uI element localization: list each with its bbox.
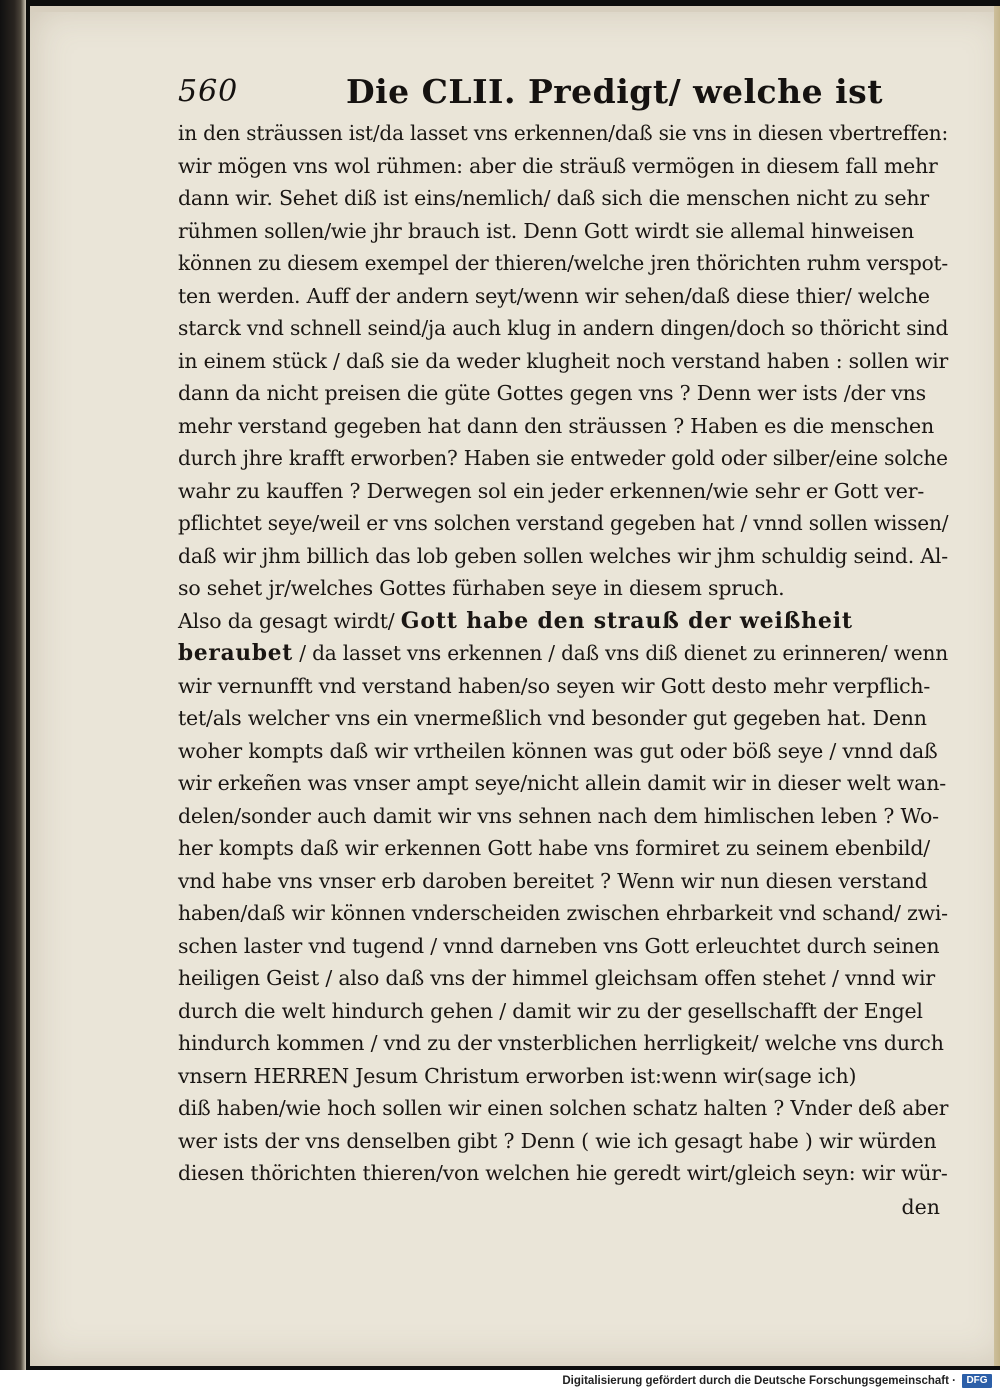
running-head: Die CLII. Predigt/ welche ist [346, 72, 883, 111]
text-run: hindurch kommen / vnd zu der vnsterblichen herrligkeit/ welche vns durch [178, 1031, 944, 1055]
text-run: wir mögen vns wol rühmen: aber die sträuß vermögen in diesem fall mehr [178, 153, 938, 178]
text-run: in den sträussen ist/da lasset vns erkennen/daß sie vns in diesen vbertreffen: [178, 121, 949, 145]
text-line [178, 182, 948, 215]
text-run: pflichtet seye/weil er vns solchen verstand gegeben hat / vnnd sollen wissen/ [178, 511, 949, 535]
text-run: können zu diesem exempel der thieren/welche jren thörichten ruhm verspot- [178, 251, 949, 275]
text-line [178, 1027, 948, 1060]
text-line [178, 897, 948, 930]
text-run: wir erkeñen was vnser ampt seye/nicht allein damit wir in dieser welt wan- [178, 771, 946, 795]
text-line [178, 1060, 948, 1093]
text-run: wahr zu kauffen ? Derwegen sol ein jeder erkennen/wie sehr er Gott ver- [178, 478, 925, 503]
text-run: dann da nicht preisen die güte Gottes gegen vns ? Denn wer ists /der vns [178, 381, 926, 405]
text-run: daß wir jhm billich das lob geben sollen welches wir jhm schuldig seind. Al- [178, 543, 948, 568]
text-line [178, 1157, 948, 1190]
text-line [178, 280, 948, 313]
text-line [178, 572, 948, 605]
text-run: schen laster vnd tugend / vnnd darneben vns Gott erleuchtet durch seinen [178, 933, 940, 958]
text-run: tet/als welcher vns ein vnermeßlich vnd besonder gut gegeben hat. Denn [178, 706, 927, 730]
text-line [178, 150, 948, 183]
text-line [178, 670, 948, 703]
text-line [178, 540, 948, 573]
text-line [178, 930, 948, 963]
text-run: / da lasset vns erkennen / daß vns diß dienet zu erinneren/ wenn [293, 641, 949, 665]
text-run: vnsern HERREN Jesum Christum erworben ist:wenn wir(sage ich) [178, 1063, 857, 1088]
text-run: woher kompts daß wir vrtheilen können was gut oder böß seye / vnnd daß [178, 738, 938, 763]
text-line [178, 865, 948, 898]
text-line [178, 702, 948, 735]
text-line [178, 962, 948, 995]
text-run: starck vnd schnell seind/ja auch klug in andern dingen/doch so thöricht sind [178, 316, 949, 340]
funding-credit: Digitalisierung gefördert durch die Deutsche Forschungsgemeinschaft · [562, 1375, 956, 1387]
text-run: mehr verstand gegeben hat dann den sträussen ? Haben es die menschen [178, 413, 934, 438]
text-run: dann wir. Sehet diß ist eins/nemlich/ daß sich die menschen nicht zu sehr [178, 186, 930, 210]
text-run: so sehet jr/welches Gottes fürhaben seye in diesem spruch. [178, 576, 785, 600]
text-line [178, 995, 948, 1028]
text-line [178, 637, 949, 670]
text-run: in einem stück / daß sie da weder klugheit noch verstand haben : sollen wir [178, 348, 949, 373]
page-fore-edge [994, 6, 1000, 1366]
text-line [178, 215, 948, 248]
text-line [178, 605, 948, 638]
text-block [178, 117, 948, 1224]
text-run: wir vernunfft vnd verstand haben/so seyen wir Gott desto mehr verpflich- [178, 673, 931, 698]
text-run: haben/daß wir können vnderscheiden zwischen ehrbarkeit vnd schand/ zwi- [178, 901, 948, 925]
text-line [178, 117, 949, 150]
text-run: heiligen Geist / also daß vns der himmel gleichsam offen stehet / vnnd wir [178, 966, 935, 990]
text-line [178, 442, 948, 475]
scripture-quote: Gott habe den strauß der weißheit [400, 607, 853, 634]
dfg-logo: DFG [962, 1374, 992, 1388]
text-line [178, 377, 948, 410]
text-run: diß haben/wie hoch sollen wir einen solchen schatz halten ? Vnder deß aber [178, 1096, 949, 1120]
text-run: her kompts daß wir erkennen Gott habe vns formiret zu seinem ebenbild/ [178, 836, 930, 860]
text-line [178, 247, 949, 280]
scripture-quote: beraubet [178, 640, 294, 666]
page-top-edge [30, 6, 1000, 12]
text-run: ten werden. Auff der andern seyt/wenn wir sehen/daß diese thier/ welche [178, 283, 930, 308]
text-line [178, 1125, 948, 1158]
footer-bar [0, 1370, 1000, 1394]
text-line [178, 312, 949, 345]
text-run: delen/sonder auch damit wir vns sehnen nach dem himlischen leben ? Wo- [178, 803, 939, 828]
text-line [178, 767, 948, 800]
text-run: rühmen sollen/wie jhr brauch ist. Denn Gott wirdt sie allemal hinweisen [178, 218, 914, 243]
text-line [178, 410, 948, 443]
text-line [178, 735, 948, 768]
text-line [178, 800, 948, 833]
text-run: durch jhre krafft erworben? Haben sie entweder gold oder silber/eine solche [178, 446, 948, 470]
book-binding-shadow [0, 0, 26, 1370]
page-header [178, 70, 883, 120]
page-number: 560 [178, 74, 239, 109]
text-run: Also da gesagt wirdt/ [178, 608, 401, 633]
text-line [178, 1092, 949, 1125]
text-run: diesen thörichten thieren/von welchen hie geredt wirt/gleich seyn: wir wür- [178, 1161, 948, 1185]
text-run: wer ists der vns denselben gibt ? Denn ( wie ich gesagt habe ) wir würden [178, 1128, 937, 1153]
text-line [178, 507, 949, 540]
catchword: den [901, 1194, 940, 1219]
text-line [178, 475, 948, 508]
text-line [178, 832, 948, 865]
text-line [178, 345, 949, 378]
text-run: durch die welt hindurch gehen / damit wir zu der gesellschafft der Engel [178, 998, 923, 1023]
text-run: vnd habe vns vnser erb daroben bereitet ? Wenn wir nun diesen verstand [178, 868, 928, 893]
